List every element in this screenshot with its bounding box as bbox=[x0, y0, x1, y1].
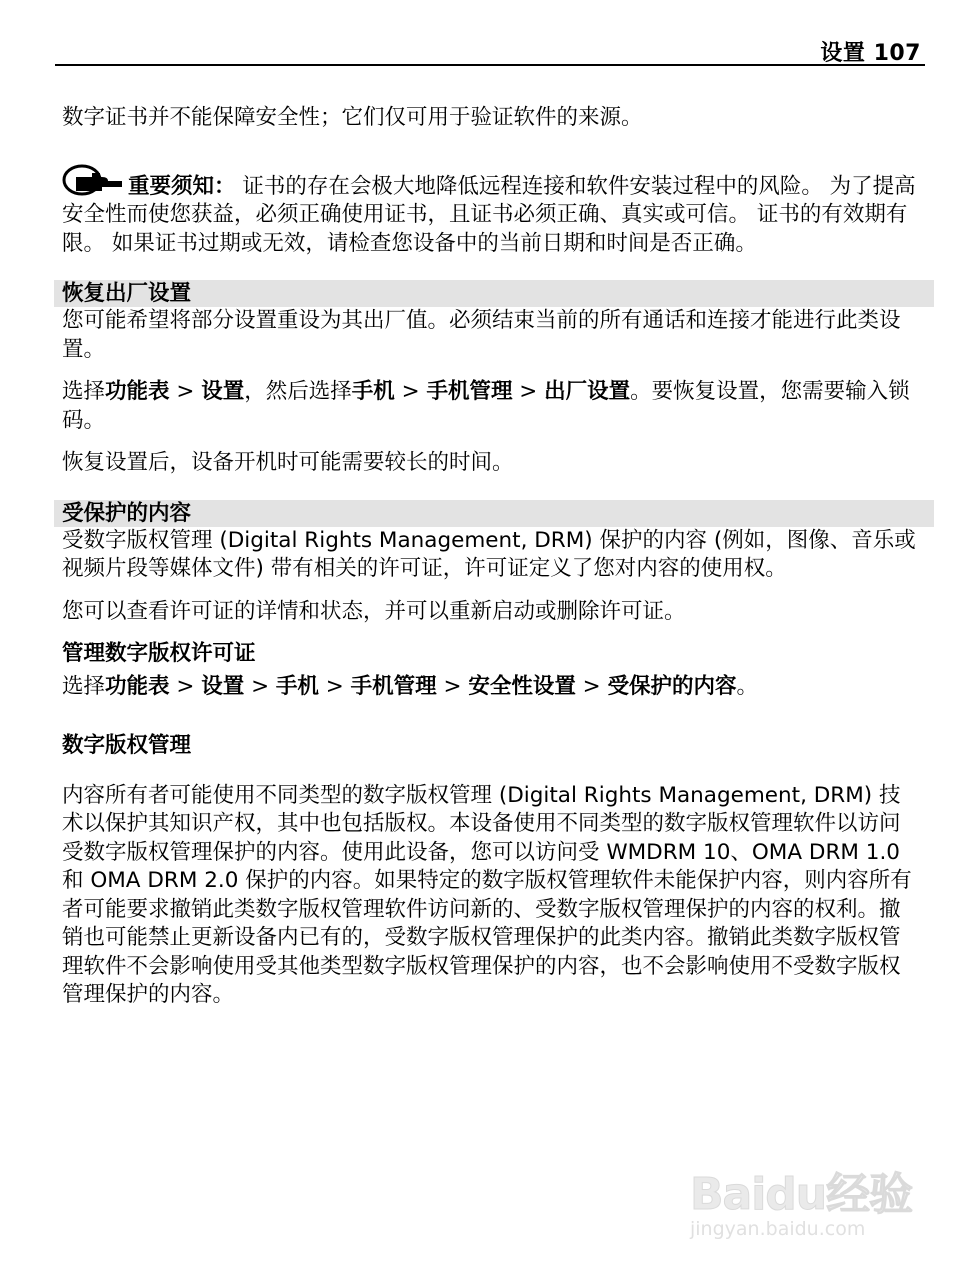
intro-paragraph: 数字证书并不能保障安全性；它们仅可用于验证软件的来源。 bbox=[62, 105, 643, 130]
menu-path-item: 出厂设置 bbox=[544, 379, 631, 404]
menu-path-item: 手机 bbox=[275, 674, 319, 699]
text-fragment: > bbox=[169, 379, 202, 404]
text-fragment: 选择 bbox=[62, 379, 106, 404]
factory-reset-paragraph-1: 您可能希望将部分设置重设为其出厂值。必须结束当前的所有通话和连接才能进行此类设置。 bbox=[62, 308, 901, 362]
subheading-drm: 数字版权管理 bbox=[62, 732, 192, 758]
protected-content-paragraph-1: 受数字版权管理 (Digital Rights Management, DRM) 保护的内容 (例如，图像、音乐或视频片段等媒体文件) 带有相关的许可证，许可证定义了您对内容的使用权。 bbox=[62, 527, 916, 581]
note-hand-icon bbox=[62, 163, 124, 197]
manage-licenses-path bbox=[62, 673, 920, 702]
text-fragment: > bbox=[169, 674, 202, 699]
menu-path-item: 设置 bbox=[201, 379, 245, 404]
page-header bbox=[55, 36, 925, 66]
menu-path-item: 安全性设置 bbox=[468, 674, 576, 699]
subheading-manage-licenses: 管理数字版权许可证 bbox=[62, 641, 256, 666]
text-fragment: 。要恢复设置，您需要输入锁码。 bbox=[62, 379, 910, 433]
menu-path-item: 受保护的内容 bbox=[607, 674, 737, 699]
section-heading-factory-reset: 恢复出厂设置 bbox=[54, 280, 934, 307]
section-heading-protected-content: 受保护的内容 bbox=[54, 500, 934, 527]
text-fragment: 选择 bbox=[62, 674, 106, 699]
menu-path-item: 功能表 bbox=[105, 674, 170, 699]
text-fragment: > bbox=[512, 379, 545, 404]
text-fragment: 。 bbox=[736, 674, 759, 699]
text-fragment: > bbox=[318, 674, 351, 699]
text-fragment: > bbox=[436, 674, 469, 699]
page-content bbox=[62, 104, 920, 1010]
text-fragment: > bbox=[575, 674, 608, 699]
menu-path-item: 手机管理 bbox=[426, 379, 513, 404]
watermark-url: jingyan.baidu.com bbox=[690, 1218, 866, 1240]
page-header-title: 设置 107 bbox=[820, 41, 921, 66]
menu-path-item: 功能表 bbox=[105, 379, 170, 404]
factory-reset-paragraph-3: 恢复设置后，设备开机时可能需要较长的时间。 bbox=[62, 450, 514, 475]
text-fragment: > bbox=[394, 379, 427, 404]
watermark bbox=[690, 1148, 930, 1258]
factory-reset-paragraph-2 bbox=[62, 378, 920, 435]
text-fragment: > bbox=[244, 674, 276, 699]
important-note-label: 重要须知： bbox=[128, 173, 236, 199]
menu-path-item: 手机 bbox=[351, 379, 395, 404]
protected-content-paragraph-2: 您可以查看许可证的详情和状态，并可以重新启动或删除许可证。 bbox=[62, 598, 686, 624]
important-note bbox=[62, 163, 920, 259]
menu-path-item: 手机管理 bbox=[350, 674, 437, 699]
watermark-logo: Baidu经验 bbox=[690, 1169, 913, 1220]
drm-body-paragraph: 内容所有者可能使用不同类型的数字版权管理 (Digital Rights Management, DRM) 技术以保护其知识产权，其中也包括版权。本设备使用不同类型的数字版权管理软件以访问受数字版权管理保护的内容。使用此设备，您可以访问受 WMDRM 10、OMA DRM 1.0 和 OMA DRM 2.0 保护的内容。如果特定的数字版权管理软件未能保护内容，则内容所有者可能要求撤销此类数字版权管理软件访问新的、受数字版权管理保护的内容的权利。撤销也可能禁止更新设备内已有的，受数字版权管理保护的此类内容。撤销此类数字版权管理软件不会影响使用受其他类型数字版权管理保护的内容，也不会影响使用不受数字版权管理保护的内容。 bbox=[62, 782, 912, 1007]
important-note-text: 证书的存在会极大地降低远程连接和软件安装过程中的风险。 为了提高安全性而使您获益，必须正确使用证书，且证书必须正确、真实或可信。 证书的有效期有限。 如果证书过期或无效，请检查您设备中的当前日期和时间是否正确。 bbox=[62, 173, 916, 256]
text-fragment: ，然后选择 bbox=[244, 379, 352, 404]
menu-path-item: 设置 bbox=[201, 674, 245, 699]
